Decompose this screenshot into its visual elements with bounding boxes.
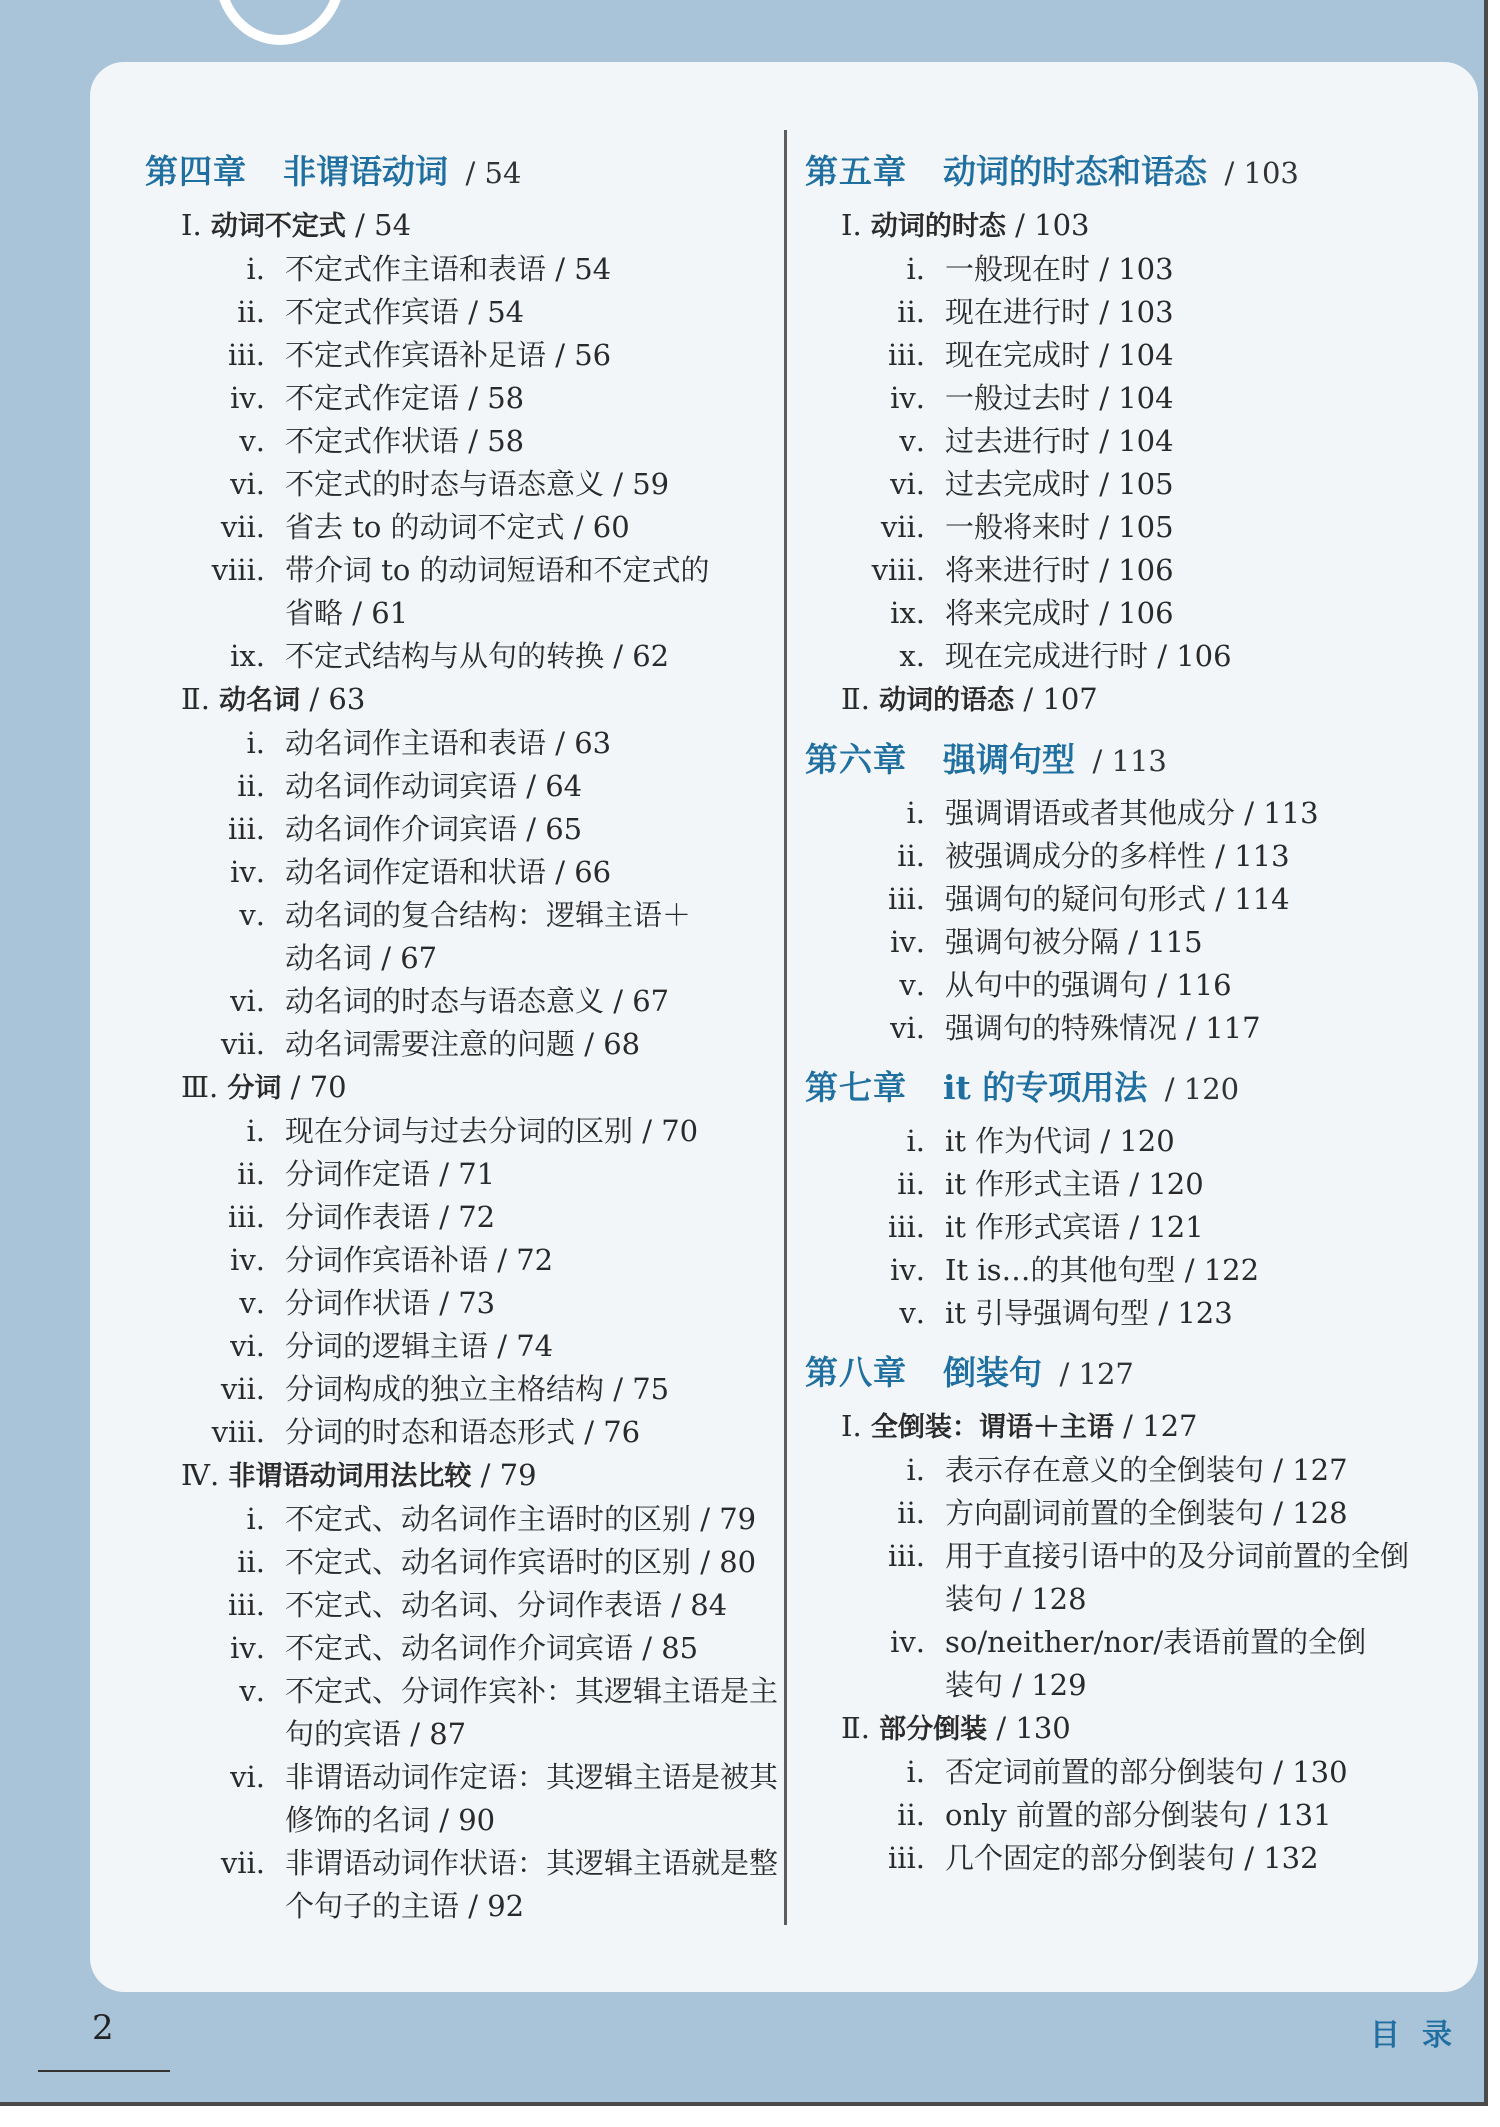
section-page: / 127 [1123, 1409, 1198, 1443]
entry-text: 动名词需要注意的问题 / 68 [285, 1027, 641, 1061]
entry-text: 动名词的复合结构：逻辑主语＋ [285, 898, 692, 932]
entry-text: 不定式作宾语 / 54 [285, 295, 525, 329]
toc-entry [145, 291, 775, 334]
entry-text: 一般将来时 / 105 [945, 510, 1174, 544]
entry-text: 动名词的时态与语态意义 / 67 [285, 984, 670, 1018]
toc-entry [145, 420, 775, 463]
entry-text: 非谓语动词作定语：其逻辑主语是被其 [285, 1760, 779, 1794]
entry-text: it 作形式宾语 / 121 [945, 1210, 1204, 1244]
section-page: / 103 [1015, 208, 1090, 242]
entry-text: 不定式、动名词、分词作表语 / 84 [285, 1588, 728, 1622]
entry-text: 动名词作介词宾语 / 65 [285, 812, 583, 846]
entry-text: only 前置的部分倒装句 / 131 [945, 1798, 1332, 1832]
toc-entry [805, 1007, 1445, 1050]
entry-text: 动名词作动词宾语 / 64 [285, 769, 583, 803]
entry-number: ⅳ . [867, 1621, 925, 1664]
toc-entry [145, 808, 775, 851]
entry-text: 动名词作定语和状语 / 66 [285, 855, 612, 889]
entry-number: ⅱ . [867, 1794, 925, 1837]
entry-text: 用于直接引语中的及分词前置的全倒 [945, 1539, 1410, 1573]
entry-number: ⅳ . [207, 851, 265, 894]
entry-text: it 引导强调句型 / 123 [945, 1296, 1233, 1330]
toc-entry [145, 248, 775, 291]
entry-text: 不定式作主语和表语 / 54 [285, 252, 612, 286]
section-heading [805, 1405, 1445, 1449]
toc-entry [145, 1885, 775, 1928]
toc-entry [145, 1756, 779, 1799]
toc-entry [805, 1837, 1445, 1880]
entry-number: ⅲ . [867, 1837, 925, 1880]
entry-number: ⅲ . [867, 878, 925, 921]
entry-number: ⅷ . [867, 549, 925, 592]
entry-number: ⅵ . [207, 1756, 265, 1799]
section-heading [145, 1066, 775, 1110]
entry-number: ⅴ . [867, 964, 925, 1007]
entry-number: ⅶ . [207, 1842, 265, 1885]
toc-entry [145, 980, 775, 1023]
toc-entry [145, 1713, 775, 1756]
entry-number: ⅱ . [207, 1541, 265, 1584]
entry-text: 不定式作宾语补足语 / 56 [285, 338, 612, 372]
entry-text: 动名词 / 67 [285, 941, 438, 975]
section-number: Ⅳ . [181, 1458, 219, 1492]
entry-text: 分词的逻辑主语 / 74 [285, 1329, 554, 1363]
toc-entry [805, 1163, 1445, 1206]
toc-entry [145, 463, 775, 506]
entry-text: so/neither/nor/表语前置的全倒 [945, 1625, 1367, 1659]
entry-number: ⅱ . [207, 765, 265, 808]
entry-number: ⅵ . [867, 463, 925, 506]
entry-number: ⅱ . [207, 1153, 265, 1196]
toc-entry [145, 1153, 775, 1196]
entry-number: ⅵ . [207, 1325, 265, 1368]
section-title: 动名词 [219, 685, 301, 716]
toc-entry [145, 1110, 775, 1153]
entry-text: it 作形式主语 / 120 [945, 1167, 1204, 1201]
section-heading [805, 1707, 1445, 1751]
entry-number: ⅶ . [207, 1023, 265, 1066]
toc-entry [145, 1411, 775, 1454]
section-title: 动词的时态 [870, 211, 1006, 242]
toc-entry [145, 1239, 775, 1282]
entry-text: 从句中的强调句 / 116 [945, 968, 1232, 1002]
toc-entry [805, 592, 1445, 635]
entry-text: 过去进行时 / 104 [945, 424, 1174, 458]
toc-entry [145, 894, 775, 937]
toc-entry [145, 592, 775, 635]
toc-entry [805, 835, 1445, 878]
entry-number: ⅸ . [867, 592, 925, 635]
entry-number: ⅴ . [867, 1292, 925, 1335]
section-number: Ⅱ . [841, 1711, 870, 1745]
chapter-title: 倒装句 [943, 1353, 1042, 1392]
toc-entry [145, 506, 775, 549]
entry-number: ⅰ . [867, 1751, 925, 1794]
toc-entry [145, 1196, 775, 1239]
entry-text: 不定式作定语 / 58 [285, 381, 525, 415]
section-heading [145, 204, 775, 248]
entry-text: 不定式、动名词作介词宾语 / 85 [285, 1631, 699, 1665]
entry-text: 强调句被分隔 / 115 [945, 925, 1203, 959]
section-number: Ⅰ . [841, 1409, 862, 1443]
entry-number: ⅰ . [867, 248, 925, 291]
chapter-number: 第八章 [805, 1353, 907, 1392]
entry-number: ⅰ . [867, 1449, 925, 1492]
toc-entry [805, 1206, 1445, 1249]
entry-number: ⅸ . [207, 635, 265, 678]
toc-entry [805, 1249, 1445, 1292]
page-number: 2 [92, 2008, 114, 2048]
chapter-heading [145, 140, 775, 204]
entry-text: 带介词 to 的动词短语和不定式的 [285, 553, 710, 587]
section-number: Ⅱ . [181, 682, 210, 716]
toc-entry [145, 1799, 775, 1842]
toc-entry [805, 1535, 1445, 1578]
entry-text: 强调谓语或者其他成分 / 113 [945, 796, 1319, 830]
section-title: 分词 [227, 1073, 282, 1104]
entry-text: it 作为代词 / 120 [945, 1124, 1175, 1158]
entry-number: ⅰ . [207, 722, 265, 765]
chapter-page: / 127 [1059, 1357, 1134, 1391]
toc-entry [805, 1751, 1445, 1794]
entry-text: 不定式、动名词作宾语时的区别 / 80 [285, 1545, 757, 1579]
section-page: / 54 [355, 208, 412, 242]
entry-number: ⅳ . [207, 1239, 265, 1282]
toc-left-column [145, 140, 779, 1928]
chapter-title: 动词的时态和语态 [943, 152, 1207, 191]
entry-text: 一般过去时 / 104 [945, 381, 1174, 415]
toc-entry [145, 635, 775, 678]
entry-number: ⅱ . [867, 291, 925, 334]
chapter-number: 第七章 [805, 1068, 907, 1107]
footer-rule [38, 2070, 170, 2072]
entry-text: 现在分词与过去分词的区别 / 70 [285, 1114, 699, 1148]
entry-text: 动名词作主语和表语 / 63 [285, 726, 612, 760]
entry-text: 修饰的名词 / 90 [285, 1803, 496, 1837]
entry-number: ⅴ . [207, 894, 265, 937]
section-title: 全倒装：谓语＋主语 [870, 1412, 1114, 1443]
section-number: Ⅲ . [181, 1070, 218, 1104]
toc-entry [805, 463, 1445, 506]
chapter-page: / 103 [1224, 156, 1299, 190]
entry-number: ⅵ . [207, 980, 265, 1023]
toc-entry [805, 1578, 1445, 1621]
toc-entry [145, 765, 775, 808]
entry-number: ⅴ . [207, 1670, 265, 1713]
toc-entry [145, 851, 775, 894]
entry-text: 方向副词前置的全倒装句 / 128 [945, 1496, 1348, 1530]
section-number: Ⅰ . [841, 208, 862, 242]
toc-entry [805, 549, 1445, 592]
toc-entry [145, 937, 775, 980]
entry-number: ⅶ . [207, 506, 265, 549]
toc-entry [805, 921, 1445, 964]
column-divider [784, 130, 787, 1925]
entry-text: 不定式、分词作宾补：其逻辑主语是主 [285, 1674, 779, 1708]
entry-number: ⅲ . [867, 1535, 925, 1578]
toc-entry [805, 377, 1445, 420]
entry-text: 不定式结构与从句的转换 / 62 [285, 639, 670, 673]
section-title: 动词的语态 [879, 685, 1015, 716]
entry-number: ⅰ . [867, 1120, 925, 1163]
section-page: / 107 [1023, 682, 1098, 716]
chapter-heading [805, 728, 1445, 792]
entry-number: ⅶ . [867, 506, 925, 549]
toc-entry [805, 334, 1445, 377]
entry-text: 否定词前置的部分倒装句 / 130 [945, 1755, 1348, 1789]
entry-number: ⅰ . [207, 1498, 265, 1541]
toc-entry [145, 1541, 775, 1584]
entry-text: 装句 / 129 [945, 1668, 1087, 1702]
entry-text: 表示存在意义的全倒装句 / 127 [945, 1453, 1348, 1487]
entry-text: 将来进行时 / 106 [945, 553, 1174, 587]
toc-entry [805, 1449, 1445, 1492]
entry-text: 不定式作状语 / 58 [285, 424, 525, 458]
entry-text: It is…的其他句型 / 122 [945, 1253, 1260, 1287]
entry-number: ⅴ . [207, 420, 265, 463]
section-title: 动词不定式 [210, 211, 346, 242]
section-heading [805, 678, 1445, 722]
section-title: 部分倒装 [879, 1714, 988, 1745]
section-heading [145, 1454, 775, 1498]
entry-text: 省略 / 61 [285, 596, 409, 630]
toc-entry [145, 1282, 775, 1325]
entry-text: 几个固定的部分倒装句 / 132 [945, 1841, 1319, 1875]
entry-text: 强调句的特殊情况 / 117 [945, 1011, 1261, 1045]
toc-entry [805, 792, 1445, 835]
entry-number: ⅹ . [867, 635, 925, 678]
toc-entry [145, 1670, 779, 1713]
entry-number: ⅴ . [867, 420, 925, 463]
toc-right-column [805, 140, 1445, 1880]
entry-text: 现在进行时 / 103 [945, 295, 1174, 329]
chapter-heading [805, 1341, 1445, 1405]
entry-text: 过去完成时 / 105 [945, 467, 1174, 501]
entry-text: 省去 to 的动词不定式 / 60 [285, 510, 630, 544]
toc-entry [145, 1368, 775, 1411]
toc-entry [805, 420, 1445, 463]
section-page: / 70 [290, 1070, 347, 1104]
toc-entry [805, 878, 1445, 921]
toc-entry [145, 549, 775, 592]
toc-entry [805, 1292, 1445, 1335]
toc-entry [805, 1120, 1445, 1163]
entry-number: ⅳ . [867, 377, 925, 420]
entry-number: ⅵ . [867, 1007, 925, 1050]
entry-number: ⅳ . [207, 1627, 265, 1670]
entry-text: 被强调成分的多样性 / 113 [945, 839, 1290, 873]
entry-text: 现在完成时 / 104 [945, 338, 1174, 372]
toc-entry [805, 964, 1445, 1007]
entry-text: 现在完成进行时 / 106 [945, 639, 1232, 673]
entry-number: ⅱ . [867, 1163, 925, 1206]
toc-entry [145, 1584, 775, 1627]
section-page: / 130 [996, 1711, 1071, 1745]
entry-number: ⅰ . [207, 1110, 265, 1153]
entry-number: ⅷ . [207, 1411, 265, 1454]
toc-entry [805, 291, 1445, 334]
section-page: / 79 [480, 1458, 537, 1492]
entry-text: 强调句的疑问句形式 / 114 [945, 882, 1290, 916]
entry-number: ⅶ . [207, 1368, 265, 1411]
section-title: 非谓语动词用法比较 [228, 1461, 472, 1492]
toc-entry [145, 1498, 775, 1541]
entry-text: 分词的时态和语态形式 / 76 [285, 1415, 641, 1449]
entry-text: 不定式、动名词作主语时的区别 / 79 [285, 1502, 757, 1536]
entry-text: 分词作宾语补语 / 72 [285, 1243, 554, 1277]
entry-number: ⅲ . [207, 1584, 265, 1627]
entry-number: ⅲ . [207, 1196, 265, 1239]
chapter-number: 第六章 [805, 740, 907, 779]
entry-text: 将来完成时 / 106 [945, 596, 1174, 630]
toc-entry [145, 1023, 775, 1066]
toc-entry [805, 248, 1445, 291]
toc-entry [145, 1627, 775, 1670]
entry-text: 分词作定语 / 71 [285, 1157, 496, 1191]
running-head: 目录 [1370, 2018, 1474, 2053]
section-heading [805, 204, 1445, 248]
entry-number: ⅲ . [867, 1206, 925, 1249]
entry-number: ⅳ . [867, 1249, 925, 1292]
entry-text: 分词作表语 / 72 [285, 1200, 496, 1234]
entry-number: ⅳ . [207, 377, 265, 420]
entry-text: 个句子的主语 / 92 [285, 1889, 525, 1923]
entry-number: ⅵ . [207, 463, 265, 506]
toc-entry [805, 635, 1445, 678]
section-number: Ⅱ . [841, 682, 870, 716]
chapter-title: 强调句型 [943, 740, 1075, 779]
chapter-page: / 120 [1164, 1072, 1240, 1106]
entry-number: ⅲ . [207, 808, 265, 851]
chapter-heading [805, 140, 1445, 204]
entry-text: 非谓语动词作状语：其逻辑主语就是整 [285, 1846, 779, 1880]
chapter-title: it 的专项用法 [943, 1068, 1148, 1107]
toc-entry [805, 1492, 1445, 1535]
toc-entry [805, 1794, 1445, 1837]
chapter-page: / 113 [1092, 744, 1167, 778]
entry-number: ⅱ . [207, 291, 265, 334]
chapter-title: 非谓语动词 [283, 152, 448, 191]
toc-entry [145, 722, 775, 765]
chapter-heading [805, 1056, 1445, 1120]
chapter-number: 第四章 [145, 152, 247, 191]
toc-entry [805, 1621, 1445, 1664]
section-page: / 63 [309, 682, 366, 716]
entry-number: ⅰ . [867, 792, 925, 835]
logo-ring [215, 0, 345, 45]
entry-number: ⅱ . [867, 835, 925, 878]
section-number: Ⅰ . [181, 208, 202, 242]
chapter-page: / 54 [465, 156, 522, 190]
entry-number: ⅷ . [207, 549, 265, 592]
section-heading [145, 678, 775, 722]
entry-text: 不定式的时态与语态意义 / 59 [285, 467, 670, 501]
toc-entry [145, 1325, 775, 1368]
toc-entry [145, 1842, 779, 1885]
toc-entry [145, 334, 775, 377]
toc-entry [805, 1664, 1445, 1707]
entry-number: ⅲ . [207, 334, 265, 377]
toc-entry [805, 506, 1445, 549]
toc-entry [145, 377, 775, 420]
entry-number: ⅳ . [867, 921, 925, 964]
entry-text: 句的宾语 / 87 [285, 1717, 467, 1751]
entry-text: 分词作状语 / 73 [285, 1286, 496, 1320]
entry-text: 装句 / 128 [945, 1582, 1087, 1616]
entry-text: 分词构成的独立主格结构 / 75 [285, 1372, 670, 1406]
chapter-number: 第五章 [805, 152, 907, 191]
entry-number: ⅲ . [867, 334, 925, 377]
entry-text: 一般现在时 / 103 [945, 252, 1174, 286]
entry-number: ⅱ . [867, 1492, 925, 1535]
entry-number: ⅰ . [207, 248, 265, 291]
entry-number: ⅴ . [207, 1282, 265, 1325]
